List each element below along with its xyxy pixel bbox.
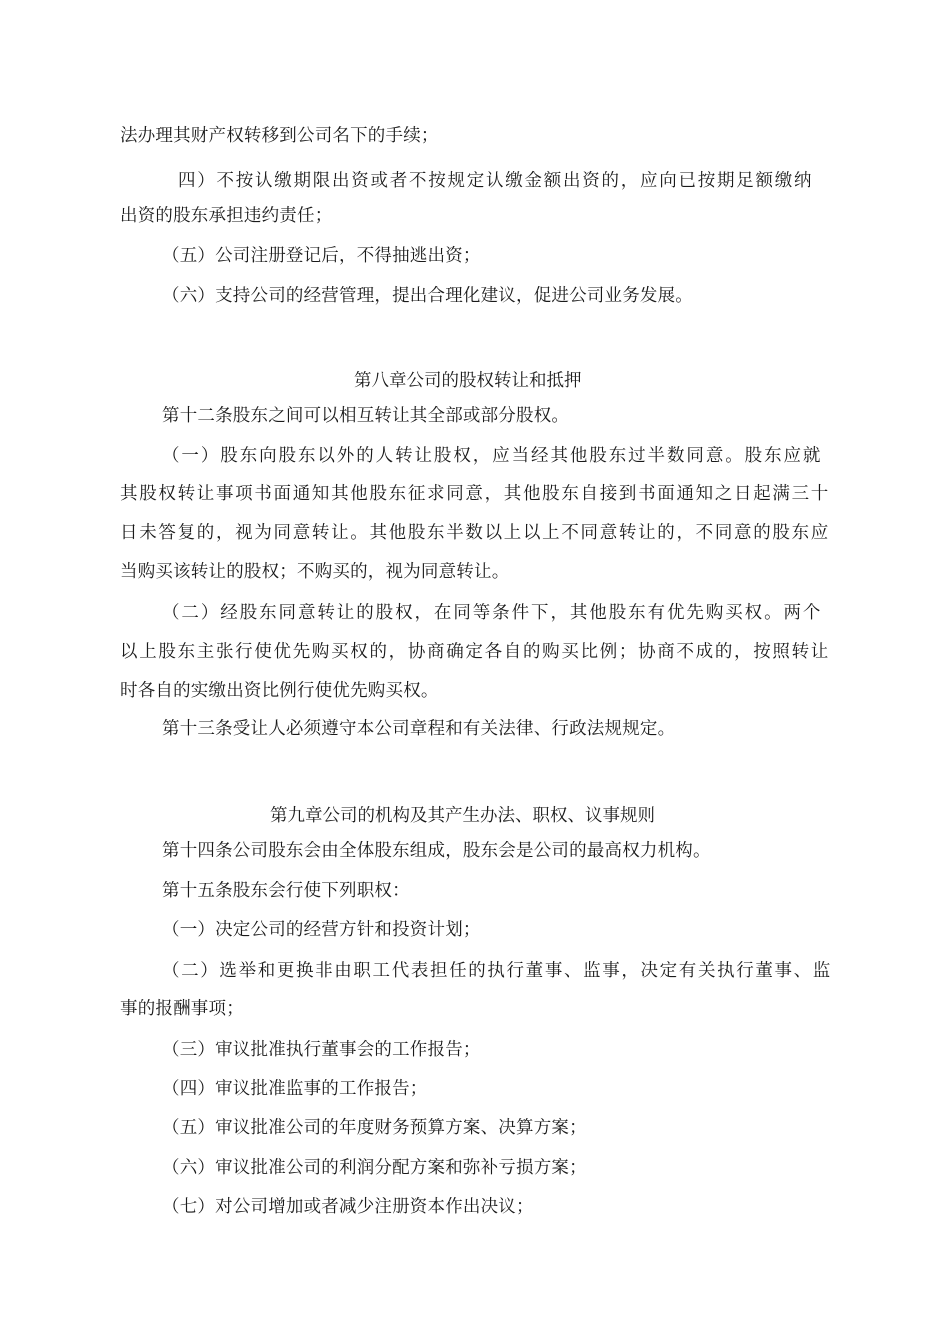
list-item: （七）对公司增加或者减少注册资本作出决议； xyxy=(162,1197,534,1217)
paragraph-line: （五）公司注册登记后，不得抽逃出资； xyxy=(162,246,481,266)
paragraph-line: 出资的股东承担违约责任； xyxy=(120,206,333,226)
article-13: 第十三条受让人必须遵守本公司章程和有关法律、行政法规规定。 xyxy=(162,719,676,739)
paragraph-line: 事的报酬事项； xyxy=(120,999,244,1019)
list-item: （四）审议批准监事的工作报告； xyxy=(162,1079,428,1099)
paragraph-line: （ 一 ） 股 东 向 股 东 以 外 的 人 转 让 股 权 ， 应 当 经 其 他 股 东 过 半 数 同 意 。 股 东 应 就 xyxy=(162,446,821,466)
list-item: （五）审议批准公司的年度财务预算方案、决算方案； xyxy=(162,1118,587,1138)
paragraph-line: 以 上 股 东 主 张 行 使 优 先 购 买 权 的 ， 协 商 确 定 各 自 的 购 买 比 例 ； 协 商 不 成 的 ， 按 照 转 让 xyxy=(120,642,829,662)
paragraph-line: 四 ） 不 按 认 缴 期 限 出 资 或 者 不 按 规 定 认 缴 金 额 出 资 的 ， 应 向 已 按 期 足 额 缴 纳 xyxy=(178,171,812,191)
list-item: （三）审议批准执行董事会的工作报告； xyxy=(162,1040,481,1060)
article-14: 第十四条公司股东会由全体股东组成，股东会是公司的最高权力机构。 xyxy=(162,841,711,861)
paragraph-line: 当购买该转让的股权；不购买的，视为同意转让。 xyxy=(120,562,510,582)
list-item: （ 二 ） 选 举 和 更 换 非 由 职 工 代 表 担 任 的 执 行 董 事 、 监 事 ， 决 定 有 关 执 行 董 事 、 监 xyxy=(162,961,831,981)
list-item: （六）审议批准公司的利润分配方案和弥补亏损方案； xyxy=(162,1158,587,1178)
article-15: 第十五条股东会行使下列职权： xyxy=(162,881,410,901)
chapter-8-title: 第八章公司的股权转让和抵押 xyxy=(354,371,582,391)
paragraph-line: 法办理其财产权转移到公司名下的手续； xyxy=(120,126,439,146)
paragraph-line: （六）支持公司的经营管理，提出合理化建议，促进公司业务发展。 xyxy=(162,286,693,306)
list-item: （一）决定公司的经营方针和投资计划； xyxy=(162,920,481,940)
article-12: 第十二条股东之间可以相互转让其全部或部分股权。 xyxy=(162,406,570,426)
paragraph-line: 日 未 答 复 的 ， 视 为 同 意 转 让 。 其 他 股 东 半 数 以 上 以 上 不 同 意 转 让 的 ， 不 同 意 的 股 东 应 xyxy=(120,523,829,543)
paragraph-line: （ 二 ） 经 股 东 同 意 转 让 的 股 权 ， 在 同 等 条 件 下 ， 其 他 股 东 有 优 先 购 买 权 。 两 个 xyxy=(162,603,821,623)
paragraph-line: 其 股 权 转 让 事 项 书 面 通 知 其 他 股 东 征 求 同 意 ， 其 他 股 东 自 接 到 书 面 通 知 之 日 起 满 三 十 xyxy=(120,484,829,504)
chapter-9-title: 第九章公司的机构及其产生办法、职权、议事规则 xyxy=(270,806,655,826)
paragraph-line: 时各自的实缴出资比例行使优先购买权。 xyxy=(120,681,439,701)
